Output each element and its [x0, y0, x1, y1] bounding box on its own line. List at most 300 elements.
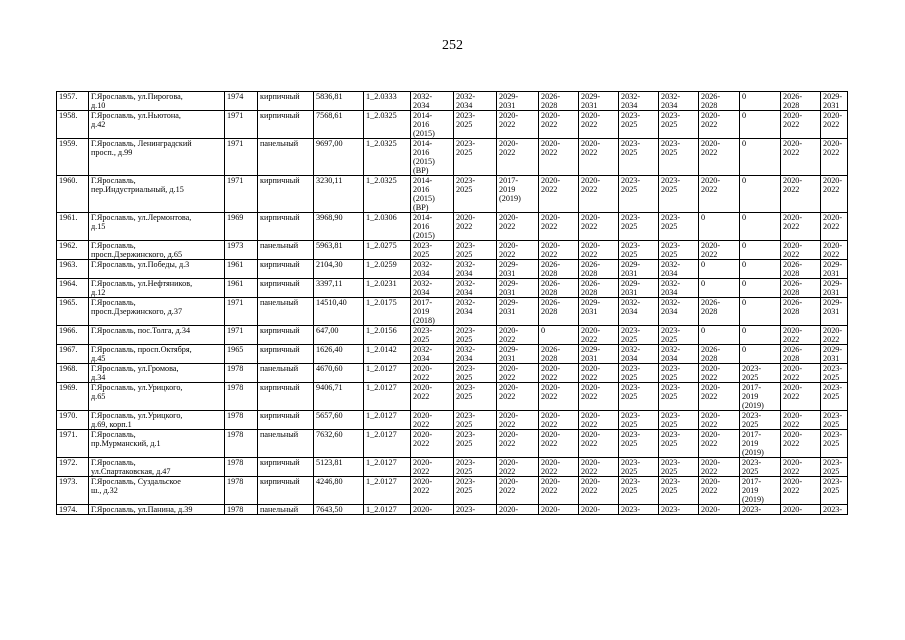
cell-area: 1626,40 — [314, 345, 364, 364]
cell-row-number: 1969. — [57, 383, 89, 411]
cell-period-4: 2020- 2022 — [539, 383, 579, 411]
cell-area: 647,00 — [314, 326, 364, 345]
housing-register-table — [56, 91, 848, 515]
table-row — [57, 430, 848, 458]
cell-period-7: 2032- 2034 — [659, 298, 699, 326]
cell-address: Г.Ярославль, просп.Дзержинского, д.37 — [89, 298, 225, 326]
cell-period-1: 2017- 2019 (2018) — [411, 298, 454, 326]
cell-period-3: 2020- 2022 — [497, 411, 539, 430]
cell-year-built: 1978 — [225, 505, 258, 515]
cell-wall-material: панельный — [258, 505, 314, 515]
cell-period-4: 2020- 2022 — [539, 241, 579, 260]
table-row — [57, 111, 848, 139]
cell-period-10: 2020- 2022 — [781, 383, 821, 411]
cell-period-1: 2020- 2022 — [411, 430, 454, 458]
cell-period-7: 2023- 2025 — [659, 430, 699, 458]
cell-period-10: 2020- 2022 — [781, 477, 821, 505]
cell-period-8: 0 — [699, 260, 740, 279]
cell-period-1: 2023- 2025 — [411, 326, 454, 345]
cell-period-2: 2020- 2022 — [454, 213, 497, 241]
table-row — [57, 411, 848, 430]
cell-row-number: 1967. — [57, 345, 89, 364]
cell-period-7: 2032- 2034 — [659, 260, 699, 279]
cell-wall-material: кирпичный — [258, 411, 314, 430]
cell-period-10: 2020- — [781, 505, 821, 515]
cell-period-2: 2023- — [454, 505, 497, 515]
cell-row-number: 1962. — [57, 241, 89, 260]
cell-period-4: 2020- 2022 — [539, 411, 579, 430]
cell-period-3: 2020- 2022 — [497, 430, 539, 458]
cell-period-11: 2020- 2022 — [821, 241, 848, 260]
cell-period-11: 2029- 2031 — [821, 279, 848, 298]
cell-wall-material: кирпичный — [258, 260, 314, 279]
cell-period-2: 2032- 2034 — [454, 345, 497, 364]
cell-period-4: 2020- 2022 — [539, 430, 579, 458]
cell-period-6: 2032- 2034 — [619, 92, 659, 111]
cell-period-5: 2026- 2028 — [579, 260, 619, 279]
cell-period-10: 2020- 2022 — [781, 139, 821, 176]
cell-address: Г.Ярославль, ул.Спартаковская, д.47 — [89, 458, 225, 477]
cell-period-2: 2023- 2025 — [454, 477, 497, 505]
cell-row-number: 1960. — [57, 176, 89, 213]
cell-period-10: 2020- 2022 — [781, 241, 821, 260]
cell-period-10: 2020- 2022 — [781, 458, 821, 477]
cell-period-7: 2023- 2025 — [659, 241, 699, 260]
cell-house-code: 1_2.0259 — [364, 260, 411, 279]
cell-period-5: 2020- 2022 — [579, 430, 619, 458]
cell-area: 5963,81 — [314, 241, 364, 260]
cell-period-10: 2020- 2022 — [781, 213, 821, 241]
cell-period-9: 0 — [740, 345, 781, 364]
cell-period-10: 2020- 2022 — [781, 430, 821, 458]
cell-period-8: 2020- 2022 — [699, 458, 740, 477]
cell-period-3: 2020- 2022 — [497, 213, 539, 241]
cell-period-9: 2017- 2019 (2019) — [740, 383, 781, 411]
cell-period-8: 2020- 2022 — [699, 477, 740, 505]
cell-period-9: 0 — [740, 139, 781, 176]
cell-address: Г.Ярославль, пер.Индустриальный, д.15 — [89, 176, 225, 213]
cell-period-8: 0 — [699, 213, 740, 241]
cell-year-built: 1961 — [225, 279, 258, 298]
cell-wall-material: панельный — [258, 430, 314, 458]
cell-year-built: 1973 — [225, 241, 258, 260]
cell-period-1: 2032- 2034 — [411, 279, 454, 298]
cell-year-built: 1978 — [225, 364, 258, 383]
cell-period-11: 2023- 2025 — [821, 430, 848, 458]
cell-year-built: 1961 — [225, 260, 258, 279]
cell-period-1: 2020- — [411, 505, 454, 515]
cell-period-6: 2023- 2025 — [619, 458, 659, 477]
cell-period-2: 2023- 2025 — [454, 176, 497, 213]
table-row — [57, 383, 848, 411]
cell-area: 3230,11 — [314, 176, 364, 213]
cell-row-number: 1963. — [57, 260, 89, 279]
cell-period-5: 2029- 2031 — [579, 92, 619, 111]
cell-period-1: 2020- 2022 — [411, 411, 454, 430]
cell-period-4: 2026- 2028 — [539, 260, 579, 279]
cell-period-9: 2023- 2025 — [740, 411, 781, 430]
cell-period-2: 2023- 2025 — [454, 430, 497, 458]
cell-wall-material: кирпичный — [258, 477, 314, 505]
cell-period-8: 0 — [699, 279, 740, 298]
table-row — [57, 298, 848, 326]
cell-period-5: 2020- 2022 — [579, 139, 619, 176]
cell-address: Г.Ярославль, пос.Толга, д.34 — [89, 326, 225, 345]
cell-period-3: 2029- 2031 — [497, 279, 539, 298]
cell-period-5: 2020- 2022 — [579, 458, 619, 477]
cell-period-9: 2023- — [740, 505, 781, 515]
cell-period-6: 2023- 2025 — [619, 241, 659, 260]
table-row — [57, 364, 848, 383]
cell-period-4: 2026- 2028 — [539, 345, 579, 364]
cell-wall-material: панельный — [258, 139, 314, 176]
cell-period-2: 2023- 2025 — [454, 364, 497, 383]
cell-period-9: 0 — [740, 176, 781, 213]
cell-period-9: 0 — [740, 111, 781, 139]
cell-wall-material: кирпичный — [258, 279, 314, 298]
cell-period-4: 2020- — [539, 505, 579, 515]
cell-period-6: 2032- 2034 — [619, 298, 659, 326]
cell-area: 5836,81 — [314, 92, 364, 111]
cell-period-1: 2023- 2025 — [411, 241, 454, 260]
cell-period-11: 2029- 2031 — [821, 298, 848, 326]
cell-period-9: 2017- 2019 (2019) — [740, 477, 781, 505]
cell-period-1: 2020- 2022 — [411, 364, 454, 383]
cell-address: Г.Ярославль, ул.Ньютона, д.42 — [89, 111, 225, 139]
cell-row-number: 1968. — [57, 364, 89, 383]
cell-year-built: 1978 — [225, 458, 258, 477]
cell-period-6: 2023- 2025 — [619, 111, 659, 139]
cell-area: 5123,81 — [314, 458, 364, 477]
cell-period-4: 2026- 2028 — [539, 298, 579, 326]
cell-period-9: 2023- 2025 — [740, 364, 781, 383]
cell-period-4: 2020- 2022 — [539, 458, 579, 477]
cell-year-built: 1978 — [225, 477, 258, 505]
cell-period-7: 2023- 2025 — [659, 458, 699, 477]
cell-period-4: 2026- 2028 — [539, 279, 579, 298]
cell-period-6: 2023- 2025 — [619, 477, 659, 505]
cell-period-9: 0 — [740, 298, 781, 326]
cell-period-9: 2023- 2025 — [740, 458, 781, 477]
cell-period-11: 2023- 2025 — [821, 383, 848, 411]
cell-address: Г.Ярославль, ул.Пирогова, д.10 — [89, 92, 225, 111]
cell-house-code: 1_2.0127 — [364, 383, 411, 411]
cell-period-5: 2020- 2022 — [579, 411, 619, 430]
cell-period-3: 2020- 2022 — [497, 241, 539, 260]
cell-period-10: 2020- 2022 — [781, 364, 821, 383]
cell-period-9: 2017- 2019 (2019) — [740, 430, 781, 458]
cell-period-10: 2020- 2022 — [781, 411, 821, 430]
cell-period-1: 2014- 2016 (2015) (ВР) — [411, 176, 454, 213]
cell-period-8: 2020- 2022 — [699, 111, 740, 139]
cell-period-9: 0 — [740, 213, 781, 241]
cell-row-number: 1957. — [57, 92, 89, 111]
cell-house-code: 1_2.0275 — [364, 241, 411, 260]
cell-row-number: 1958. — [57, 111, 89, 139]
cell-period-8: 2026- 2028 — [699, 298, 740, 326]
cell-period-11: 2020- 2022 — [821, 111, 848, 139]
cell-house-code: 1_2.0156 — [364, 326, 411, 345]
cell-area: 3968,90 — [314, 213, 364, 241]
cell-house-code: 1_2.0127 — [364, 458, 411, 477]
cell-period-1: 2020- 2022 — [411, 477, 454, 505]
cell-period-6: 2023- 2025 — [619, 326, 659, 345]
table-row — [57, 477, 848, 505]
cell-period-3: 2020- 2022 — [497, 326, 539, 345]
cell-period-11: 2020- 2022 — [821, 139, 848, 176]
cell-address: Г.Ярославль, Ленинградский просп., д.99 — [89, 139, 225, 176]
cell-period-2: 2032- 2034 — [454, 298, 497, 326]
cell-period-2: 2023- 2025 — [454, 111, 497, 139]
cell-period-5: 2020- — [579, 505, 619, 515]
cell-period-8: 2020- 2022 — [699, 430, 740, 458]
cell-row-number: 1966. — [57, 326, 89, 345]
cell-period-2: 2023- 2025 — [454, 241, 497, 260]
cell-period-9: 0 — [740, 326, 781, 345]
cell-period-5: 2020- 2022 — [579, 477, 619, 505]
cell-period-6: 2023- 2025 — [619, 411, 659, 430]
cell-period-7: 2032- 2034 — [659, 345, 699, 364]
cell-period-3: 2017- 2019 (2019) — [497, 176, 539, 213]
cell-period-3: 2029- 2031 — [497, 92, 539, 111]
cell-period-5: 2020- 2022 — [579, 326, 619, 345]
cell-row-number: 1972. — [57, 458, 89, 477]
cell-period-7: 2032- 2034 — [659, 279, 699, 298]
cell-period-2: 2032- 2034 — [454, 92, 497, 111]
cell-period-11: 2020- 2022 — [821, 176, 848, 213]
cell-period-7: 2032- 2034 — [659, 92, 699, 111]
cell-period-5: 2029- 2031 — [579, 298, 619, 326]
cell-period-4: 2020- 2022 — [539, 176, 579, 213]
cell-period-2: 2023- 2025 — [454, 326, 497, 345]
cell-area: 9697,00 — [314, 139, 364, 176]
cell-period-7: 2023- 2025 — [659, 477, 699, 505]
cell-period-11: 2023- 2025 — [821, 364, 848, 383]
cell-period-1: 2020- 2022 — [411, 383, 454, 411]
cell-period-4: 2020- 2022 — [539, 213, 579, 241]
cell-row-number: 1970. — [57, 411, 89, 430]
cell-row-number: 1964. — [57, 279, 89, 298]
cell-address: Г.Ярославль, ул.Нефтяников, д.12 — [89, 279, 225, 298]
cell-year-built: 1974 — [225, 92, 258, 111]
cell-row-number: 1961. — [57, 213, 89, 241]
cell-wall-material: кирпичный — [258, 458, 314, 477]
table-row — [57, 326, 848, 345]
cell-address: Г.Ярославль, ул.Лермонтова, д.15 — [89, 213, 225, 241]
cell-period-4: 2020- 2022 — [539, 139, 579, 176]
cell-year-built: 1965 — [225, 345, 258, 364]
cell-period-3: 2020- — [497, 505, 539, 515]
cell-period-8: 2020- 2022 — [699, 411, 740, 430]
table-row — [57, 260, 848, 279]
table-row — [57, 505, 848, 515]
cell-address: Г.Ярославль, Суздальское ш., д.32 — [89, 477, 225, 505]
cell-period-2: 2023- 2025 — [454, 383, 497, 411]
cell-period-2: 2023- 2025 — [454, 411, 497, 430]
cell-year-built: 1978 — [225, 383, 258, 411]
cell-area: 9406,71 — [314, 383, 364, 411]
table-row — [57, 139, 848, 176]
cell-period-4: 2020- 2022 — [539, 477, 579, 505]
cell-period-3: 2020- 2022 — [497, 364, 539, 383]
cell-period-1: 2032- 2034 — [411, 92, 454, 111]
cell-period-2: 2023- 2025 — [454, 139, 497, 176]
cell-period-6: 2032- 2034 — [619, 345, 659, 364]
cell-wall-material: кирпичный — [258, 326, 314, 345]
cell-period-6: 2023- 2025 — [619, 383, 659, 411]
table-row — [57, 92, 848, 111]
cell-address: Г.Ярославль, просп.Дзержинского, д.65 — [89, 241, 225, 260]
cell-period-8: 2020- 2022 — [699, 241, 740, 260]
cell-period-3: 2020- 2022 — [497, 458, 539, 477]
cell-period-6: 2029- 2031 — [619, 260, 659, 279]
table-body — [57, 92, 848, 515]
cell-period-10: 2026- 2028 — [781, 92, 821, 111]
cell-year-built: 1971 — [225, 298, 258, 326]
cell-house-code: 1_2.0325 — [364, 176, 411, 213]
cell-year-built: 1971 — [225, 111, 258, 139]
cell-period-4: 2020- 2022 — [539, 111, 579, 139]
cell-period-6: 2029- 2031 — [619, 279, 659, 298]
cell-period-6: 2023- 2025 — [619, 213, 659, 241]
cell-area: 14510,40 — [314, 298, 364, 326]
cell-wall-material: панельный — [258, 241, 314, 260]
cell-address: Г.Ярославль, ул.Панина, д.39 — [89, 505, 225, 515]
cell-period-3: 2029- 2031 — [497, 260, 539, 279]
cell-row-number: 1959. — [57, 139, 89, 176]
cell-period-9: 0 — [740, 279, 781, 298]
cell-period-4: 2020- 2022 — [539, 364, 579, 383]
cell-period-8: 2020- — [699, 505, 740, 515]
cell-period-6: 2023- 2025 — [619, 139, 659, 176]
cell-address: Г.Ярославль, пр.Мурманский, д.1 — [89, 430, 225, 458]
cell-period-7: 2023- 2025 — [659, 411, 699, 430]
cell-area: 7568,61 — [314, 111, 364, 139]
cell-house-code: 1_2.0127 — [364, 430, 411, 458]
cell-wall-material: панельный — [258, 298, 314, 326]
cell-address: Г.Ярославль, просп.Октября, д.45 — [89, 345, 225, 364]
cell-period-11: 2020- 2022 — [821, 326, 848, 345]
cell-house-code: 1_2.0127 — [364, 411, 411, 430]
cell-house-code: 1_2.0127 — [364, 364, 411, 383]
cell-wall-material: кирпичный — [258, 345, 314, 364]
table-row — [57, 176, 848, 213]
cell-period-7: 2023- — [659, 505, 699, 515]
cell-period-10: 2026- 2028 — [781, 345, 821, 364]
cell-period-7: 2023- 2025 — [659, 213, 699, 241]
cell-period-3: 2020- 2022 — [497, 111, 539, 139]
cell-wall-material: панельный — [258, 364, 314, 383]
cell-period-5: 2020- 2022 — [579, 241, 619, 260]
page-number: 252 — [442, 38, 463, 53]
cell-period-11: 2023- 2025 — [821, 411, 848, 430]
cell-row-number: 1974. — [57, 505, 89, 515]
cell-house-code: 1_2.0127 — [364, 477, 411, 505]
cell-period-2: 2032- 2034 — [454, 260, 497, 279]
cell-area: 7643,50 — [314, 505, 364, 515]
cell-row-number: 1965. — [57, 298, 89, 326]
cell-period-10: 2020- 2022 — [781, 176, 821, 213]
cell-wall-material: кирпичный — [258, 92, 314, 111]
cell-period-11: 2023- — [821, 505, 848, 515]
cell-area: 4670,60 — [314, 364, 364, 383]
cell-house-code: 1_2.0306 — [364, 213, 411, 241]
cell-area: 5657,60 — [314, 411, 364, 430]
cell-period-3: 2020- 2022 — [497, 383, 539, 411]
cell-row-number: 1973. — [57, 477, 89, 505]
cell-row-number: 1971. — [57, 430, 89, 458]
cell-period-1: 2014- 2016 (2015) — [411, 111, 454, 139]
cell-period-10: 2020- 2022 — [781, 326, 821, 345]
cell-period-11: 2023- 2025 — [821, 477, 848, 505]
cell-period-6: 2023- 2025 — [619, 176, 659, 213]
table-row — [57, 213, 848, 241]
cell-area: 7632,60 — [314, 430, 364, 458]
cell-period-6: 2023- — [619, 505, 659, 515]
cell-house-code: 1_2.0142 — [364, 345, 411, 364]
cell-period-8: 0 — [699, 326, 740, 345]
cell-area: 2104,30 — [314, 260, 364, 279]
cell-period-3: 2029- 2031 — [497, 345, 539, 364]
cell-period-7: 2023- 2025 — [659, 326, 699, 345]
cell-period-11: 2029- 2031 — [821, 92, 848, 111]
cell-house-code: 1_2.0333 — [364, 92, 411, 111]
cell-period-7: 2023- 2025 — [659, 139, 699, 176]
cell-period-5: 2020- 2022 — [579, 383, 619, 411]
cell-wall-material: кирпичный — [258, 176, 314, 213]
cell-period-1: 2032- 2034 — [411, 260, 454, 279]
cell-period-10: 2026- 2028 — [781, 298, 821, 326]
cell-year-built: 1978 — [225, 411, 258, 430]
cell-period-11: 2029- 2031 — [821, 345, 848, 364]
cell-area: 4246,80 — [314, 477, 364, 505]
cell-period-1: 2032- 2034 — [411, 345, 454, 364]
cell-period-11: 2020- 2022 — [821, 213, 848, 241]
cell-period-5: 2029- 2031 — [579, 345, 619, 364]
cell-period-4: 0 — [539, 326, 579, 345]
cell-period-5: 2020- 2022 — [579, 364, 619, 383]
cell-period-8: 2026- 2028 — [699, 345, 740, 364]
cell-wall-material: кирпичный — [258, 383, 314, 411]
cell-period-6: 2023- 2025 — [619, 364, 659, 383]
cell-area: 3397,11 — [314, 279, 364, 298]
cell-period-2: 2032- 2034 — [454, 279, 497, 298]
cell-year-built: 1971 — [225, 139, 258, 176]
cell-period-3: 2020- 2022 — [497, 477, 539, 505]
cell-year-built: 1978 — [225, 430, 258, 458]
cell-period-3: 2029- 2031 — [497, 298, 539, 326]
cell-period-9: 0 — [740, 241, 781, 260]
cell-period-11: 2023- 2025 — [821, 458, 848, 477]
cell-period-5: 2020- 2022 — [579, 176, 619, 213]
cell-period-7: 2023- 2025 — [659, 176, 699, 213]
cell-period-1: 2014- 2016 (2015) — [411, 213, 454, 241]
cell-period-3: 2020- 2022 — [497, 139, 539, 176]
cell-period-11: 2029- 2031 — [821, 260, 848, 279]
cell-year-built: 1969 — [225, 213, 258, 241]
cell-period-10: 2026- 2028 — [781, 279, 821, 298]
table-row — [57, 458, 848, 477]
cell-period-9: 0 — [740, 260, 781, 279]
cell-period-7: 2023- 2025 — [659, 383, 699, 411]
cell-address: Г.Ярославль, ул.Громова, д.34 — [89, 364, 225, 383]
cell-period-1: 2020- 2022 — [411, 458, 454, 477]
cell-period-7: 2023- 2025 — [659, 364, 699, 383]
cell-period-8: 2020- 2022 — [699, 383, 740, 411]
cell-address: Г.Ярославль, ул.Урицкого, д.65 — [89, 383, 225, 411]
cell-address: Г.Ярославль, ул.Победы, д.3 — [89, 260, 225, 279]
cell-house-code: 1_2.0175 — [364, 298, 411, 326]
